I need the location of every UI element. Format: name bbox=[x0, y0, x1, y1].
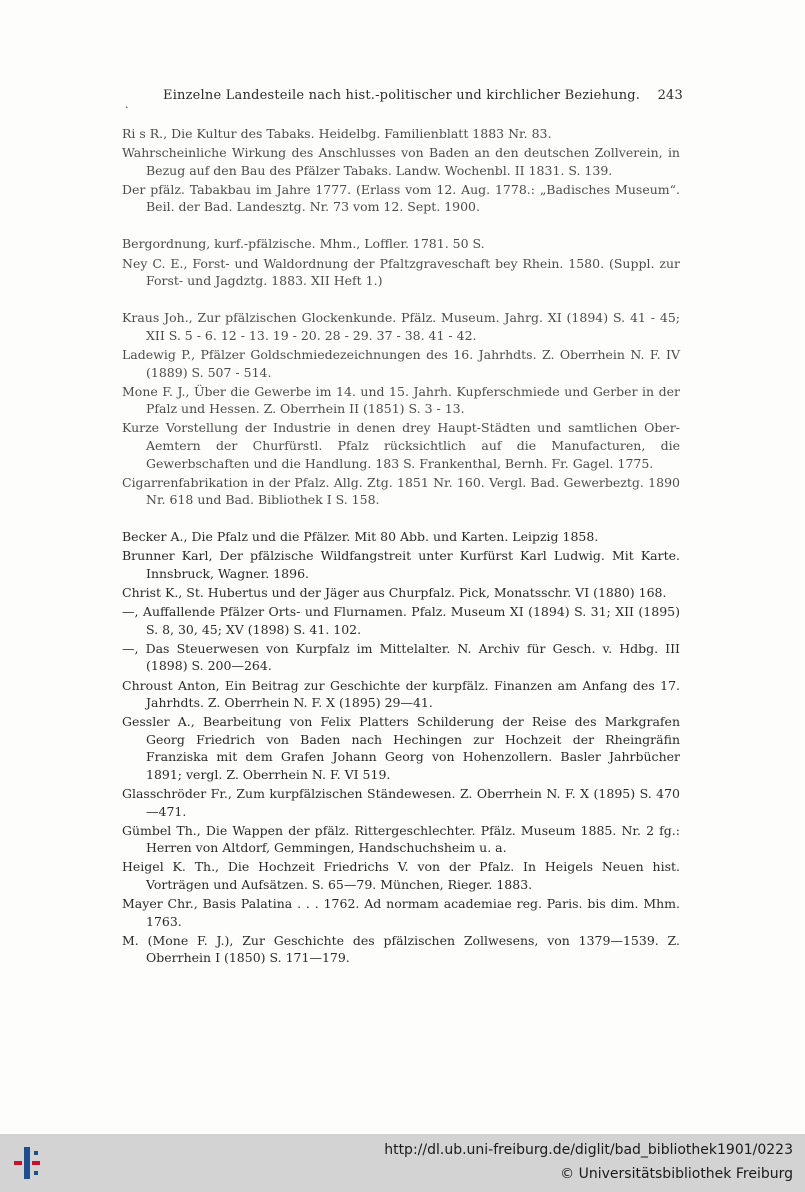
running-header-title: Einzelne Landesteile nach hist.-politischer und kirchlicher Beziehung. bbox=[163, 88, 641, 103]
bibliography-entry: Kraus Joh., Zur pfälzischen Glockenkunde. Pfälz. Museum. Jahrg. XI (1894) S. 41 - 45; XII S. 5 - 6. 12 - 13. 19 - 20. 28 - 29. 37 - 38. 41 - 42. bbox=[122, 310, 680, 343]
bibliography-entry: M. (Mone F. J.), Zur Geschichte des pfälzischen Zollwesens, von 1379—1539. Z. Oberrhein I (1850) S. 171—179. bbox=[122, 932, 680, 966]
bibliography-entry: Mayer Chr., Basis Palatina . . . 1762. Ad normam academiae reg. Paris. bis dim. Mhm. 1763. bbox=[122, 896, 680, 929]
group-separator bbox=[122, 291, 680, 309]
bibliography-entry: Heigel K. Th., Die Hochzeit Friedrichs V. von der Pfalz. In Heigels Neuen hist. Vorträgen und Aufsätzen. S. 65—79. München, Rieger. 1883. bbox=[122, 859, 680, 893]
bibliography-entry: Cigarrenfabrikation in der Pfalz. Allg. Ztg. 1851 Nr. 160. Vergl. Bad. Gewerbeztg. 1890 Nr. 618 und Bad. Bibliothek I S. 158. bbox=[122, 474, 680, 508]
page-number: 243 bbox=[657, 88, 683, 103]
bibliography-entry: Christ K., St. Hubertus und der Jäger aus Churpfalz. Pick, Monatsschr. VI (1880) 168. bbox=[122, 585, 667, 601]
copyright-notice: © Universitätsbibliothek Freiburg bbox=[560, 1166, 793, 1182]
bibliography-content bbox=[122, 125, 680, 969]
bibliography-entry: Bergordnung, kurf.-pfälzische. Mhm., Loffler. 1781. 50 S. bbox=[122, 236, 485, 252]
bibliography-entry: —, Das Steuerwesen von Kurpfalz im Mittelalter. N. Archiv für Gesch. v. Hdbg. III (1898) S. 200—264. bbox=[122, 640, 680, 674]
group-separator bbox=[122, 217, 680, 235]
bibliography-entry: Glasschröder Fr., Zum kurpfälzischen Ständewesen. Z. Oberrhein N. F. X (1895) S. 470—471. bbox=[122, 786, 680, 819]
bibliography-entry: Ney C. E., Forst- und Waldordnung der Pfaltzgraveschaft bey Rhein. 1580. (Suppl. zur Forst- und Jagdztg. 1883. XII Heft 1.) bbox=[122, 255, 680, 289]
group-separator bbox=[122, 510, 680, 528]
bibliography-entry: Wahrscheinliche Wirkung des Anschlusses von Baden an den deutschen Zollverein, in Bezug auf den Bau des Pfälzer Tabaks. Landw. Wochenbl. II 1831. S. 139. bbox=[122, 145, 680, 178]
bibliography-group bbox=[122, 235, 680, 289]
permalink-url[interactable]: http://dl.ub.uni-freiburg.de/diglit/bad_bibliothek1901/0223 bbox=[384, 1142, 793, 1158]
running-header bbox=[163, 88, 683, 103]
stray-mark: ˛ bbox=[124, 96, 130, 109]
bibliography-group bbox=[122, 125, 680, 216]
bibliography-entry: Gessler A., Bearbeitung von Felix Platters Schilderung der Reise des Markgrafen Georg Friedrich von Baden nach Hechingen zur Hochzeit der Rheingräfin Franziska mit dem Grafen Johann Georg von Hohenzollern. Basler Jahrbücher 1891; vergl. Z. Oberrhein N. F. VI 519. bbox=[122, 714, 680, 782]
bibliography-entry: —, Auffallende Pfälzer Orts- und Flurnamen. Pfalz. Museum XI (1894) S. 31; XII (1895) S. 8, 30, 45; XV (1898) S. 41. 102. bbox=[122, 604, 680, 637]
bibliography-entry: Chroust Anton, Ein Beitrag zur Geschichte der kurpfälz. Finanzen am Anfang des 17. Jahrhdts. Z. Oberrhein N. F. X (1895) 29—41. bbox=[122, 677, 680, 711]
bibliography-entry: Der pfälz. Tabakbau im Jahre 1777. (Erlass vom 12. Aug. 1778.: „Badisches Museum“. Beil. der Bad. Landesztg. Nr. 73 vom 12. Sept. 1900. bbox=[122, 181, 680, 215]
bibliography-entry: Brunner Karl, Der pfälzische Wildfangstreit unter Kurfürst Karl Ludwig. Mit Karte. Innsbruck, Wagner. 1896. bbox=[122, 548, 680, 581]
footer-bar bbox=[0, 1134, 805, 1192]
bibliography-entry: Becker A., Die Pfalz und die Pfälzer. Mit 80 Abb. und Karten. Leipzig 1858. bbox=[122, 529, 599, 545]
bibliography-entry: Kurze Vorstellung der Industrie in denen drey Haupt-Städten und samtlichen Ober-Aemtern der Churfürstl. Pfalz rücksichtlich auf die Manufacturen, die Gewerbschaften und die Handlung. 183 S. Frankenthal, Bernh. Fr. Gagel. 1775. bbox=[122, 420, 680, 471]
university-library-logo-icon bbox=[10, 1143, 50, 1183]
bibliography-entry: Ri s R., Die Kultur des Tabaks. Heidelbg. Familienblatt 1883 Nr. 83. bbox=[122, 126, 552, 141]
bibliography-entry: Mone F. J., Über die Gewerbe im 14. und 15. Jahrh. Kupferschmiede und Gerber in der Pfalz und Hessen. Z. Oberrhein II (1851) S. 3 - 13. bbox=[122, 383, 680, 417]
bibliography-group bbox=[122, 309, 680, 509]
bibliography-group bbox=[122, 528, 680, 967]
bibliography-entry: Gümbel Th., Die Wappen der pfälz. Rittergeschlechter. Pfälz. Museum 1885. Nr. 2 fg.: Herren von Altdorf, Gemmingen, Handschuchsheim u. a. bbox=[122, 822, 680, 856]
bibliography-entry: Ladewig P., Pfälzer Goldschmiedezeichnungen des 16. Jahrhdts. Z. Oberrhein N. F. IV (1889) S. 507 - 514. bbox=[122, 346, 680, 380]
